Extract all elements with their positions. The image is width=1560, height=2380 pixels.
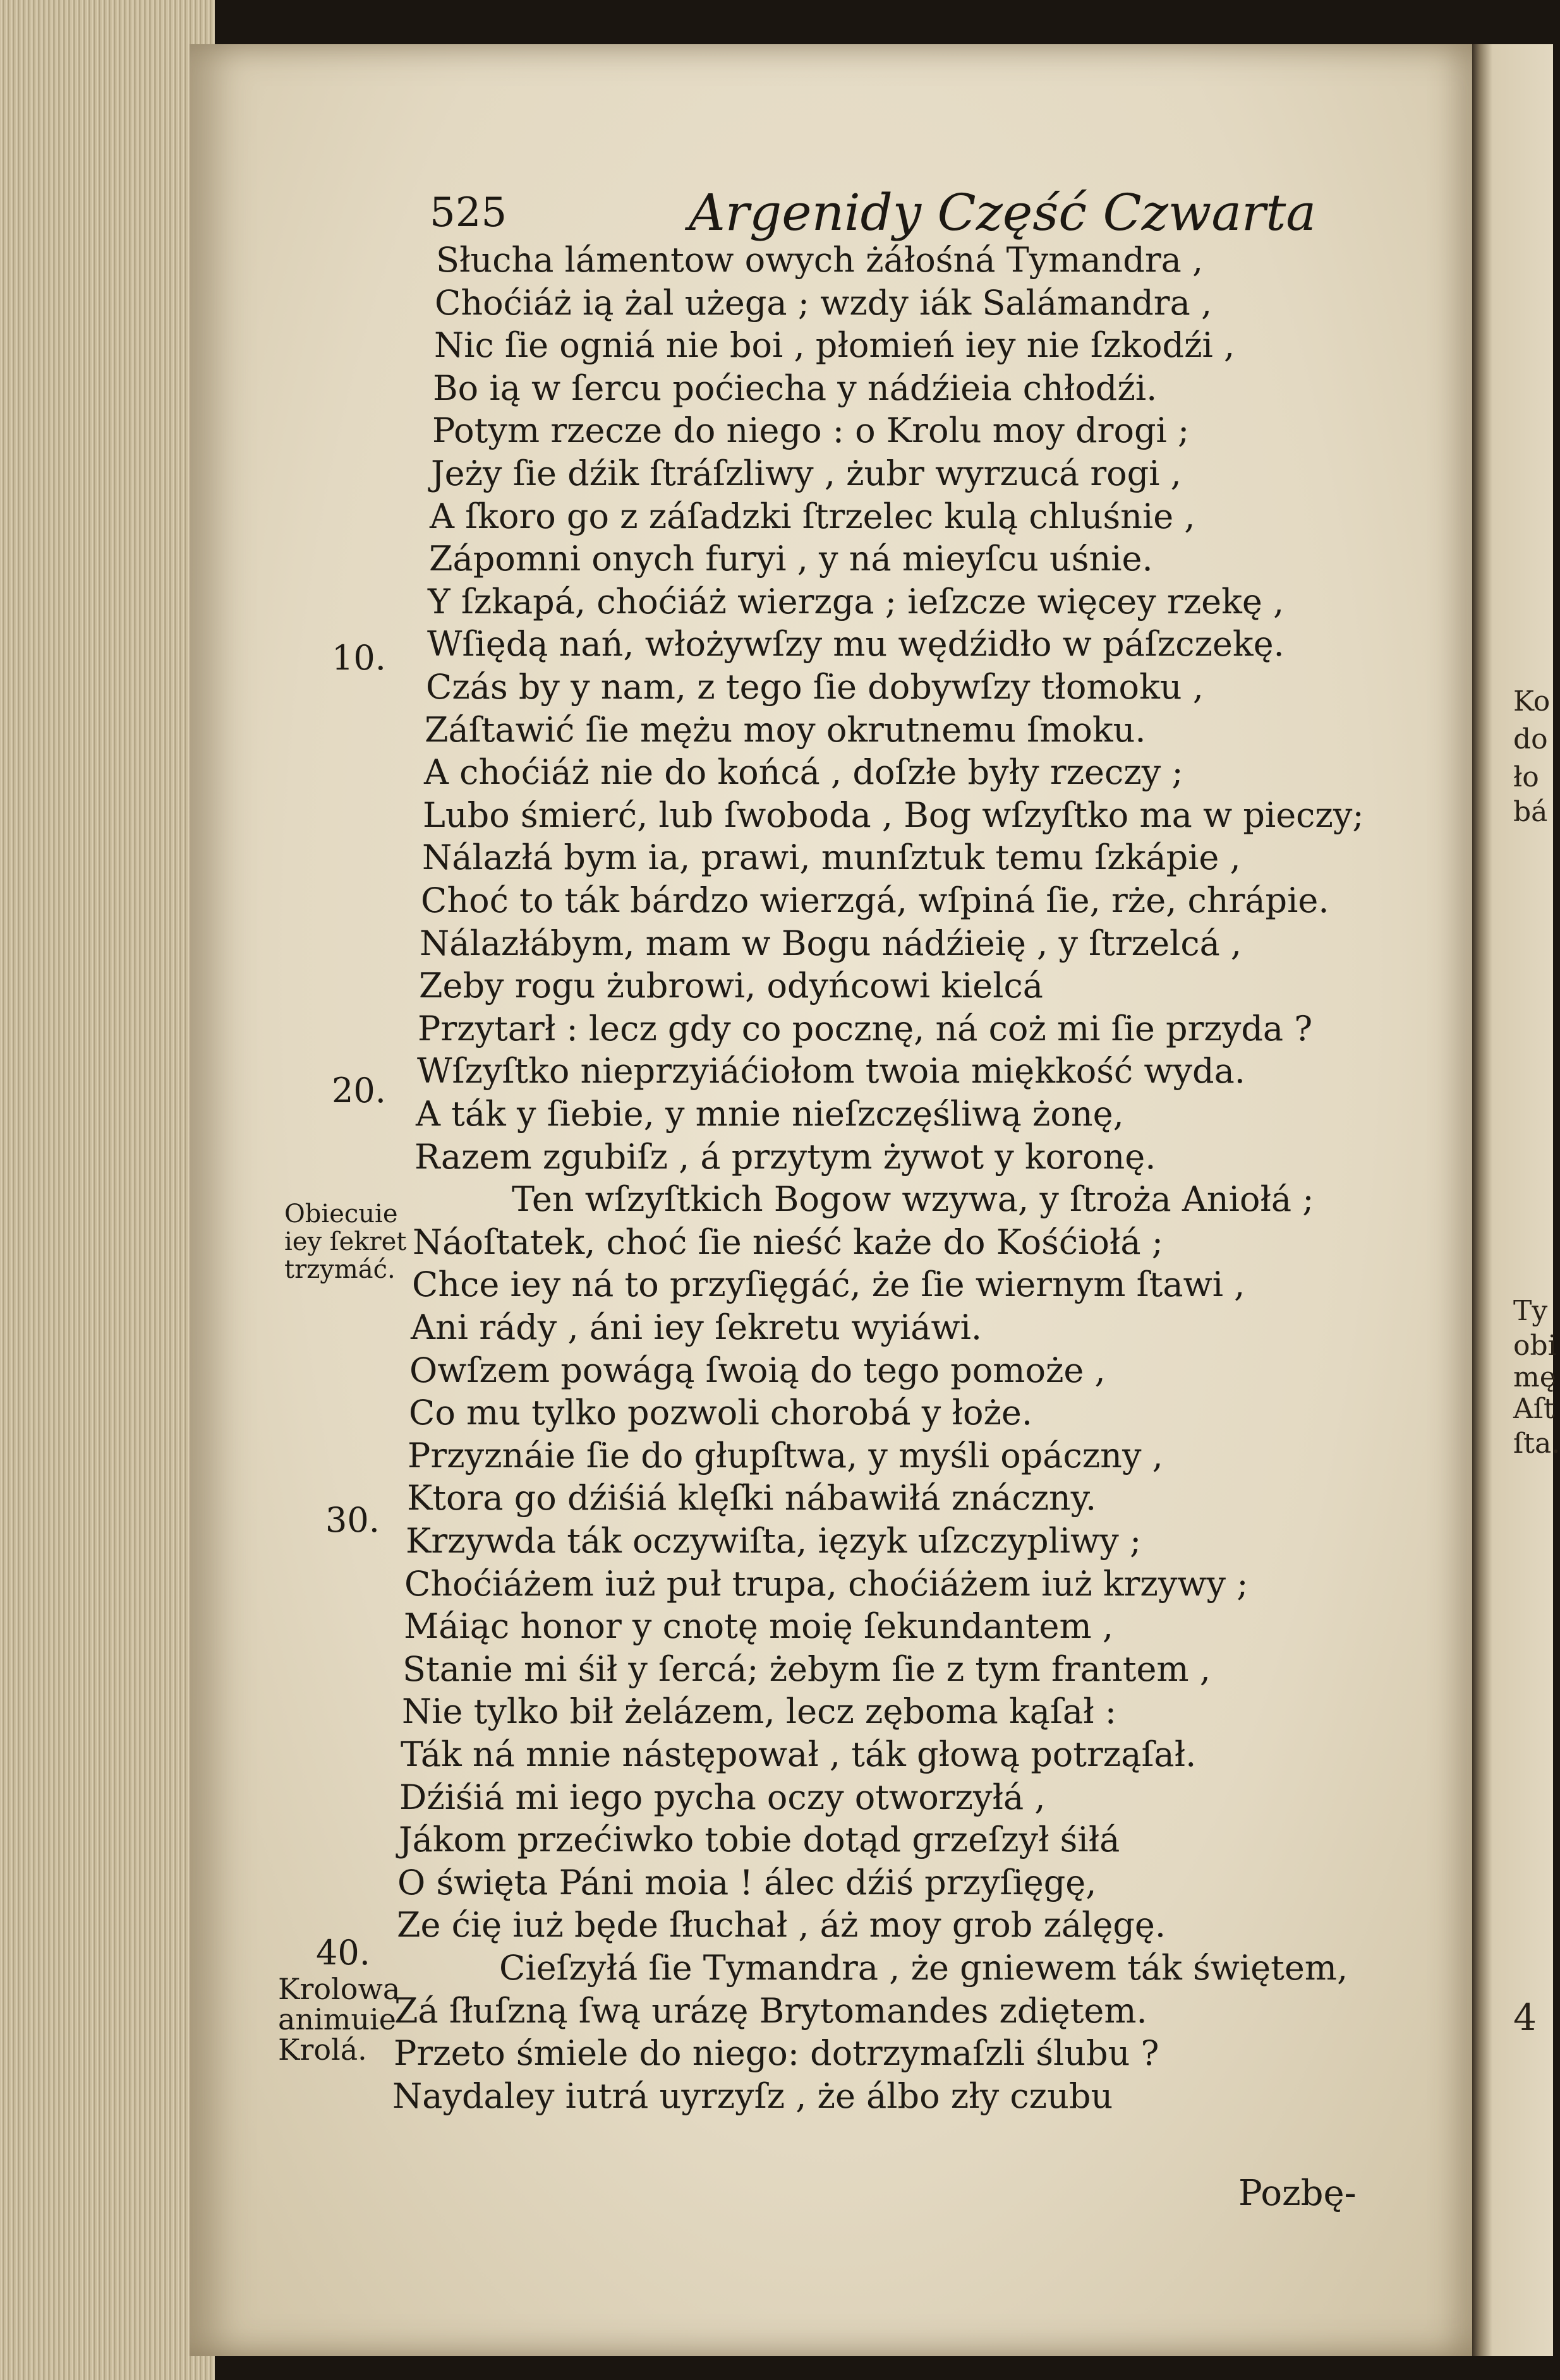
verse-line: Ani rády , áni iey ſekretu wyiáwi.	[411, 1307, 983, 1347]
verse-line: Nie tylko bił żelázem, lecz zęboma kąſał :	[402, 1692, 1116, 1731]
verse-line: Naydaley iutrá uyrzyſz , że álbo zły czubu	[392, 2076, 1113, 2116]
verse-line: Choćiáż ią żal użega ; wzdy iák Salámandra ,	[435, 283, 1212, 323]
verse-line: A choćiáż nie do końcá , doſzłe były rzeczy ;	[424, 752, 1183, 792]
verse-line: Ze ćię iuż będe ſłuchał , áż moy grob zálęgę.	[397, 1905, 1166, 1945]
line-number: 20.	[332, 1071, 386, 1110]
running-title: Argenidy Część Czwarta	[689, 183, 1317, 242]
facing-page-fragment: obi	[1513, 1330, 1557, 1362]
verse-line: Zápomni onych furyi , y ná mieyſcu uśnie.	[429, 539, 1153, 579]
verse-line: Cieſzyłá ſie Tymandra , że gniewem ták świętem,	[499, 1948, 1348, 1988]
verse-line: Wſiędą nań, włożywſzy mu wędźidło w páſzczekę.	[427, 624, 1285, 664]
catchword: Pozbę-	[1238, 2173, 1357, 2214]
facing-page-edge	[1472, 44, 1560, 2356]
verse-line: Zá ſłuſzną ſwą urázę Brytomandes zdiętem.	[394, 1991, 1147, 2031]
verse-line: Dźiśiá mi iego pycha oczy otworzyłá ,	[399, 1777, 1046, 1817]
facing-page-fragment: do	[1513, 723, 1548, 755]
verse-line: Słucha lámentow owych żáłośná Tymandra ,	[436, 240, 1204, 280]
line-number: 10.	[332, 638, 386, 678]
facing-page-fragment: 4	[1513, 1996, 1537, 2039]
verse-line: Przyznáie ſie do głupſtwa, y myśli opáczny ,	[408, 1436, 1163, 1475]
verse-line: Máiąc honor y cnotę moię ſekundantem ,	[404, 1606, 1114, 1646]
verse-line: Nálazłábym, mam w Bogu nádźieię , y ſtrzelcá ,	[420, 923, 1242, 963]
verse-line: Náoſtatek, choć ſie nieść każe do Kośćiołá ;	[413, 1222, 1163, 1262]
verse-line: Chce iey ná to przyſięgáć, że ſie wiernym ſtawi ,	[412, 1265, 1245, 1304]
verse-line: Nic ſie ogniá nie boi , płomień iey nie ſzkodźi ,	[434, 325, 1235, 365]
verse-line: Co mu tylko pozwoli chorobá y łoże.	[409, 1393, 1033, 1433]
line-number: 40.	[316, 1933, 370, 1973]
verse-line: Bo ią w ſercu poćiecha y nádźieia chłodźi.	[433, 368, 1158, 408]
verse-line: Potym rzecze do niego : o Krolu moy drogi ;	[432, 411, 1190, 450]
verse-line: Zeby rogu żubrowi, odyńcowi kielcá	[419, 966, 1043, 1006]
verse-line: Przytarł : lecz gdy co pocznę, ná coż mi ſie przyda ?	[418, 1009, 1313, 1049]
verse-line: A ták y ſiebie, y mnie nieſzczęśliwą żonę,	[416, 1094, 1124, 1134]
facing-page-fragment: bá	[1513, 796, 1548, 828]
verse-line: A ſkoro go z záſadzki ſtrzelec kulą chluśnie ,	[430, 496, 1195, 536]
verse-line: Wſzyſtko nieprzyiáćiołom twoia miękkość wyda.	[417, 1051, 1245, 1091]
margin-note: Krolowa animuie Krolá.	[278, 1972, 401, 2067]
facing-page-fragment: Ko	[1513, 685, 1551, 718]
verse-line: Y ſzkapá, choćiáż wierzga ; ieſzcze więcey rzekę ,	[428, 582, 1285, 622]
verse-line: Czás by y nam, z tego ſie dobywſzy tłomoku ,	[426, 667, 1204, 707]
verse-line: O święta Páni moia ! álec dźiś przyſięgę,	[397, 1863, 1097, 1902]
facing-page-fragment: Ty	[1513, 1295, 1548, 1327]
verse-line: Krzywda ták oczywiſta, ięzyk uſzczypliwy ;	[406, 1521, 1142, 1561]
verse-line: Nálazłá bym ia, prawi, munſztuk temu ſzkápie ,	[422, 838, 1241, 877]
verse-line: Záſtawić ſie mężu moy okrutnemu ſmoku.	[425, 710, 1146, 750]
facing-page-fragment: Aſt	[1513, 1393, 1555, 1425]
line-number: 30.	[325, 1500, 380, 1540]
verse-line: Jákom przećiwko tobie dotąd grzeſzył śiłá	[399, 1820, 1120, 1860]
verse-line: Ktora go dźiśiá klęſki nábawiłá znáczny.	[407, 1478, 1097, 1518]
facing-page-fragment: ſta.	[1513, 1427, 1560, 1460]
facing-page-fragment: mę	[1513, 1361, 1556, 1393]
margin-note: Obiecuie iey ſekret trzymáć.	[284, 1199, 407, 1284]
verse-line: Choć to ták bárdzo wierzgá, wſpiná ſie, rże, chrápie.	[421, 880, 1329, 920]
verse-line: Jeży ſie dźik ſtráſzliwy , żubr wyrzucá rogi ,	[431, 454, 1182, 493]
verse-line: Owſzem powágą ſwoią do tego pomoże ,	[409, 1350, 1106, 1390]
book-page-edges	[0, 0, 215, 2380]
verse-line: Stanie mi śił y ſercá; żebym ſie z tym frantem ,	[402, 1649, 1211, 1689]
verse-line: Ten wſzyſtkich Bogow wzywa, y ſtroża Aniołá ;	[512, 1179, 1314, 1219]
verse-line: Razem zgubiſz , á przytym żywot y koronę.	[414, 1137, 1156, 1177]
verse-line: Choćiáżem iuż puł trupa, choćiáżem iuż krzywy ;	[404, 1564, 1249, 1604]
page-number: 525	[430, 189, 507, 236]
verse-line: Przeto śmiele do niego: dotrzymaſzli ślubu ?	[394, 2033, 1159, 2073]
verse-line: Lubo śmierć, lub ſwoboda , Bog wſzyſtko ma w pieczy;	[423, 795, 1364, 835]
facing-page-fragment: ło	[1513, 761, 1539, 793]
verse-line: Ták ná mnie nástępował , ták głową potrząſał.	[401, 1734, 1197, 1774]
